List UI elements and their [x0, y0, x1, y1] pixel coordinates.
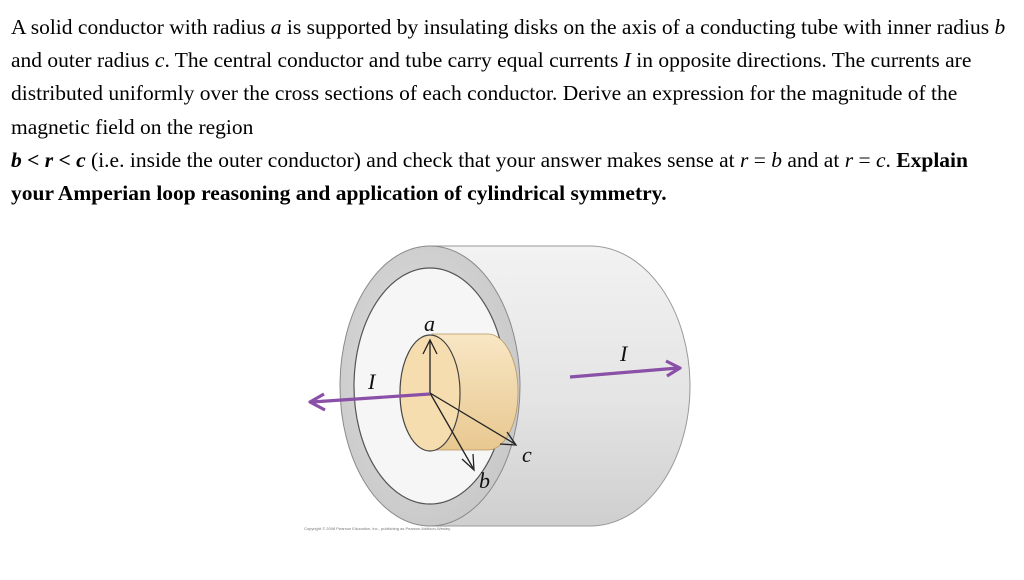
- text-segment: . The central conductor and tube carry equal currents: [164, 48, 624, 73]
- label-b: b: [479, 468, 490, 493]
- bold-instruction: Explain your Amperian loop reasoning and application of cylindrical symmetry.: [11, 147, 968, 206]
- region-inequality: b < r < c: [11, 147, 86, 172]
- var-c: c: [154, 48, 165, 73]
- var-b: b: [771, 147, 783, 172]
- problem-statement: [11, 11, 1011, 210]
- label-a: a: [424, 311, 435, 336]
- var-c: c: [875, 147, 886, 172]
- text-segment: .: [885, 147, 897, 172]
- text-segment: and outer radius: [11, 48, 155, 73]
- text-segment: A solid conductor with radius: [11, 15, 271, 39]
- label-current-left: I: [368, 369, 376, 394]
- text-segment: =: [748, 147, 772, 172]
- label-current-right: I: [620, 341, 628, 366]
- copyright-credit: Copyright © 2008 Pearson Education, Inc., publishing as Pearson Addison-Wesley.: [304, 526, 451, 531]
- text-segment: and at: [782, 147, 845, 172]
- text-segment: (i.e. inside the outer conductor) and check that your answer makes sense at: [85, 147, 740, 172]
- text-segment: is supported by insulating disks on the axis of a conducting tube with inner radius: [281, 15, 995, 39]
- var-a: a: [270, 15, 282, 39]
- coax-diagram: [290, 238, 710, 538]
- coaxial-conductor-figure: [290, 238, 710, 538]
- text-segment: =: [853, 147, 876, 172]
- text-segment: in opposite directions. The currents are distributed uniformly over the cross sections of each conductor. Derive an expression for the magnitude of the magnetic field on the region: [11, 48, 972, 139]
- var-I: I: [623, 48, 631, 73]
- var-b: b: [994, 15, 1006, 39]
- var-r: r: [844, 147, 854, 172]
- var-r: r: [740, 147, 749, 172]
- label-c: c: [522, 442, 532, 467]
